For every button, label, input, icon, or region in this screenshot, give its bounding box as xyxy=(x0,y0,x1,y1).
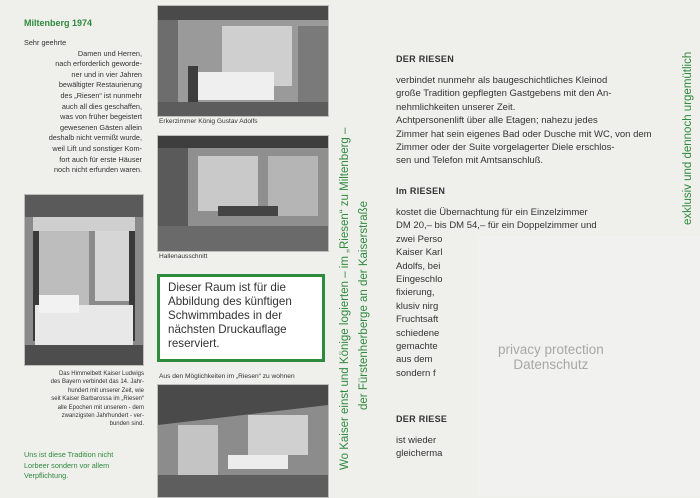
notice-line: nächsten Druckauflage xyxy=(168,323,287,336)
caption-line: des Bayern verbindet das 14. Jahr- xyxy=(50,379,144,386)
text-line: Kaiser Karl xyxy=(396,247,443,259)
text-line: Eingeschlo xyxy=(396,274,443,286)
text-line: aus dem xyxy=(396,354,433,366)
intro-line: nach erforderlich geworde- xyxy=(55,59,142,69)
text-line: Zimmer hat sein eigenes Bad oder Dusche mit WC, von dem xyxy=(396,128,652,140)
intro-line: Damen und Herren, xyxy=(77,48,142,58)
canopy-bed-photo xyxy=(24,194,144,366)
text-line: sondern f xyxy=(396,367,436,379)
privacy-line: privacy protection xyxy=(498,342,604,357)
text-line: gemachte xyxy=(396,341,438,353)
vertical-slogan-2: der Fürstenherberge an der Kaiserstraße xyxy=(358,200,370,410)
photo-caption-1: Erkerzimmer König Gustav Adolfs xyxy=(159,118,258,125)
caption-line: hundert mit unserer Zeit, wie xyxy=(67,387,144,394)
tradition-line: Lorbeer sondern vor allem xyxy=(24,460,110,470)
text-line: sen und Telefon mit Amtsanschluß. xyxy=(396,155,544,167)
intro-line: weil Lift und sonstiger Kom- xyxy=(52,143,142,153)
hall-photo xyxy=(157,135,329,252)
caption-line: seit Kaiser Barbarossa im „Riesen“ xyxy=(51,396,144,403)
intro-line: auch all dies geschaffen, xyxy=(61,101,142,111)
text-line: große Tradition gepflegten Gastgebens mit den An- xyxy=(396,88,612,100)
tradition-line: Verpflichtung. xyxy=(24,471,69,481)
text-line: DM 20,– bis DM 54,– für ein Doppelzimmer und xyxy=(396,220,597,232)
intro-line: deshalb nicht vermißt wurde, xyxy=(48,133,142,143)
intro-first-line: Sehr geehrte xyxy=(24,38,67,47)
text-line: Adolfs, bei xyxy=(396,260,441,272)
gustav-adolf-room-photo xyxy=(157,5,329,117)
section-heading-1: DER RIESEN xyxy=(396,54,455,64)
text-line: verbindet nunmehr als baugeschichtliches Kleinod xyxy=(396,75,608,86)
photo-caption-3: Aus den Möglichkeiten im „Riesen“ zu wohnen xyxy=(159,373,295,380)
caption-line: alle Epochen mit unserem - dem xyxy=(57,404,144,411)
privacy-line: Datenschutz xyxy=(513,357,589,372)
text-line: Zimmer oder der Suite vorgelagerter Diele erschlos- xyxy=(396,142,615,154)
section-heading-3: DER RIESE xyxy=(396,414,448,424)
canopy-bed-caption xyxy=(24,370,144,429)
text-line: zwei Perso xyxy=(396,233,443,245)
text-line: klusiv nirg xyxy=(396,300,439,312)
text-line: gleicherma xyxy=(396,448,443,460)
text-line: Achtpersonenlift über alle Etagen; nahezu jedes xyxy=(396,115,598,127)
section-heading-2: Im RIESEN xyxy=(396,186,446,196)
text-line: ist wieder xyxy=(396,435,437,446)
intro-line: gewesenen Gästen allein xyxy=(60,122,142,132)
text-line: Fruchtsaft xyxy=(396,314,439,326)
privacy-watermark xyxy=(498,342,604,372)
notice-line: reserviert. xyxy=(168,337,220,350)
caption-line: zwanzigsten Jahrhundert - ver- xyxy=(61,413,144,420)
intro-line: noch nicht erfunden waren. xyxy=(53,165,142,175)
intro-line: was von früher begeistert xyxy=(60,112,142,122)
text-line: kostet die Übernachtung für ein Einzelzimmer xyxy=(396,207,588,218)
text-line: fixierung, xyxy=(396,287,435,299)
text-line: schiedene xyxy=(396,327,440,339)
caption-line: bunden sind. xyxy=(109,421,144,428)
intro-line: fort auch für erste Häuser xyxy=(59,154,142,164)
tradition-note xyxy=(24,450,142,482)
page-title: Miltenberg 1974 xyxy=(24,18,93,28)
text-line: nehmlichkeiten unserer Zeit. xyxy=(396,101,516,113)
intro-line: ner und in vier Jahren xyxy=(71,69,142,79)
caption-line: Das Himmelbett Kaiser Ludwigs xyxy=(58,371,144,377)
notice-line: Abbildung des künftigen xyxy=(168,295,292,308)
swimming-pool-notice xyxy=(157,274,325,362)
vertical-slogan-1: Wo Kaiser einst und Könige logierten – im „Riesen“ zu Miltenberg – xyxy=(339,127,351,470)
vertical-slogan-right: exklusiv und dennoch urgemütlich xyxy=(682,51,694,225)
intro-line: des „Riesen“ ist nunmehr xyxy=(60,90,142,100)
notice-line: Dieser Raum ist für die xyxy=(168,281,286,294)
tradition-line: Uns ist diese Tradition nicht xyxy=(24,450,114,459)
living-room-photo xyxy=(157,384,329,498)
section-text-1 xyxy=(396,74,671,168)
intro-line: bewältigter Restaurierung xyxy=(58,80,142,90)
photo-caption-2: Hallenausschnitt xyxy=(159,253,208,260)
intro-text xyxy=(24,38,142,176)
notice-line: Schwimmbades in der xyxy=(168,309,283,322)
